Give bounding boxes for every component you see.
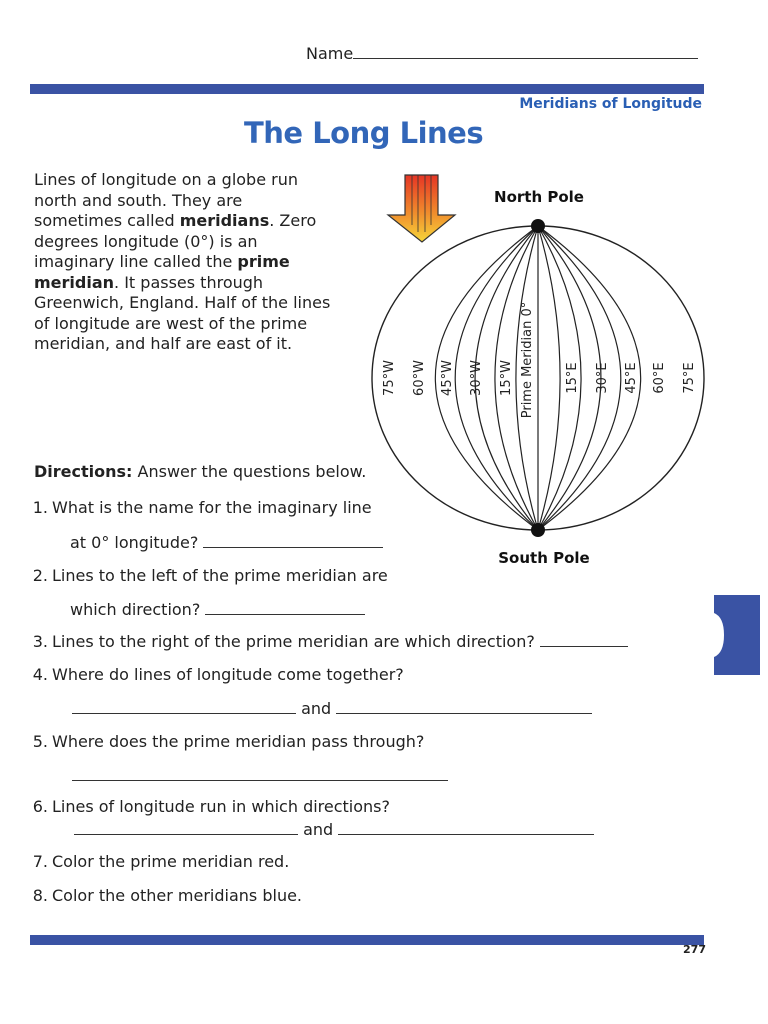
- meridian-label-75w: 75°W: [382, 360, 397, 396]
- answer-blank-6a[interactable]: [74, 820, 298, 835]
- meridian-label-15w: 15°W: [499, 360, 514, 396]
- south-pole-label: South Pole: [498, 549, 590, 567]
- down-arrow-icon: [388, 175, 455, 242]
- meridian-line-e15: [538, 226, 560, 530]
- page-number: 277: [683, 943, 706, 956]
- answer-blank-4b[interactable]: [336, 699, 592, 714]
- question-5: 5. Where does the prime meridian pass through?: [32, 732, 425, 751]
- answer-blank-4a[interactable]: [72, 699, 296, 714]
- top-band: [30, 84, 704, 94]
- meridian-label-45e: 45°E: [624, 362, 639, 394]
- question-2: 2. Lines to the left of the prime meridian are: [32, 566, 388, 585]
- question-5-answer: [72, 766, 448, 785]
- question-2-answer: which direction?: [70, 600, 365, 619]
- question-4: 4. Where do lines of longitude come together?: [32, 665, 404, 684]
- question-8: 8. Color the other meridians blue.: [32, 886, 303, 905]
- longitude-globe-diagram: [350, 170, 720, 580]
- side-tab: [714, 595, 760, 675]
- question-7: 7. Color the prime meridian red.: [32, 852, 290, 871]
- directions-label: Directions:: [34, 462, 133, 481]
- directions: [34, 462, 366, 481]
- answer-blank-3[interactable]: [540, 632, 628, 647]
- name-label: Name: [306, 44, 354, 63]
- term-meridians: meridians: [179, 211, 270, 230]
- answer-blank-2[interactable]: [205, 600, 365, 615]
- meridian-label-15e: 15°E: [565, 362, 580, 394]
- meridian-label-30w: 30°W: [469, 360, 484, 396]
- term-prime-meridian: prime meridian: [34, 252, 290, 292]
- north-pole-dot: [531, 219, 545, 233]
- meridian-label-60w: 60°W: [412, 360, 427, 396]
- question-6-answer: and: [74, 820, 594, 839]
- name-field[interactable]: [306, 44, 698, 63]
- meridian-label-60e: 60°E: [652, 362, 667, 394]
- question-3: 3. Lines to the right of the prime meridian are which direction?: [26, 632, 628, 651]
- intro-text-1: Lines of longitude on a globe run north and south. They are sometimes called: [34, 170, 298, 230]
- name-blank[interactable]: [353, 44, 698, 59]
- question-4-answer: and: [72, 699, 592, 718]
- question-6: 6. Lines of longitude run in which directions?: [32, 797, 391, 816]
- answer-blank-5[interactable]: [72, 766, 448, 781]
- page-title: The Long Lines: [244, 116, 484, 150]
- section-title: Meridians of Longitude: [519, 96, 702, 112]
- meridian-label-45w: 45°W: [440, 360, 455, 396]
- directions-text: Answer the questions below.: [132, 462, 367, 481]
- question-1-answer: at 0° longitude?: [70, 533, 383, 552]
- prime-meridian-label: Prime Meridian 0°: [520, 301, 535, 419]
- meridian-label-75e: 75°E: [682, 362, 697, 394]
- intro-paragraph: [34, 170, 334, 355]
- intro-text-3: . It passes through Greenwich, England. Half of the lines of longitude are west of the prime meridian, and half are east of it.: [34, 272, 331, 353]
- north-pole-label: North Pole: [494, 188, 584, 206]
- intro-text-2: . Zero degrees longitude (0°) is an imaginary line called the: [34, 211, 317, 271]
- question-1: 1. What is the name for the imaginary line: [32, 498, 372, 517]
- meridian-label-30e: 30°E: [595, 362, 610, 394]
- bottom-band: [30, 935, 704, 945]
- answer-blank-6b[interactable]: [338, 820, 594, 835]
- south-pole-dot: [531, 523, 545, 537]
- answer-blank-1[interactable]: [203, 533, 383, 548]
